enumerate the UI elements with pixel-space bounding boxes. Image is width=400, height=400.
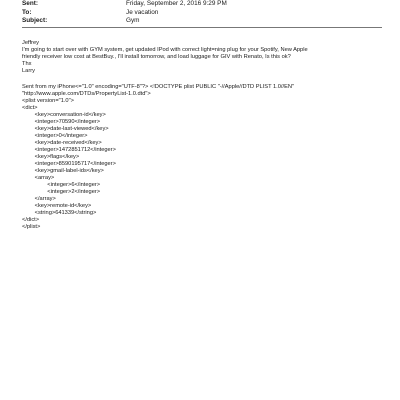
xml-line: <integer>70590</integer>	[22, 119, 101, 125]
to-row	[22, 9, 392, 18]
sent-from-line-2: "http://www.apple.com/DTDs/PropertyList-1.0.dtd">	[22, 91, 151, 97]
xml-line: <key>flags</key>	[22, 154, 80, 160]
xml-line: <key>date-last-viewed</key>	[22, 126, 109, 132]
sent-label: Sent:	[22, 0, 38, 7]
xml-line: </array>	[22, 196, 56, 202]
sent-row	[22, 0, 392, 9]
xml-line: <key>gmail-label-ids</key>	[22, 168, 104, 174]
sent-from-line-1: Sent from my iPhone<="1.0" encoding="UTF-8"?> <!DOCTYPE plist PUBLIC "-//Apple//DTD PLIST 1.0//EN"	[22, 84, 295, 90]
email-body	[22, 40, 382, 231]
to-value: Je vacation	[126, 8, 159, 16]
xml-line: <key>remote-id</key>	[22, 203, 92, 209]
plist-open: <plist version="1.0">	[22, 98, 74, 104]
xml-line: <dict>	[22, 105, 38, 111]
xml-block	[22, 105, 382, 231]
subject-label: Subject:	[22, 17, 48, 24]
body-line-2: friendly receiver low cost at BestBuy., I'll install tomorrow, and load luggage for GIV with Renato, Is this ok?	[22, 54, 291, 60]
header-divider	[22, 27, 382, 28]
xml-line: <array>	[22, 175, 55, 181]
to-label: To:	[22, 8, 32, 16]
xml-line: <integer>0</integer>	[22, 133, 88, 139]
sent-value: Friday, September 2, 2016 9:29 PM	[126, 0, 227, 7]
subject-row	[22, 17, 392, 26]
signature: Larry	[22, 68, 35, 74]
xml-line: <integer>8590195717</integer>	[22, 161, 116, 167]
xml-line: <integer>6</integer>	[22, 182, 101, 188]
xml-line: </dict>	[22, 217, 40, 223]
xml-line: </plist>	[22, 224, 41, 230]
xml-line: <key>conversation-id</key>	[22, 112, 106, 118]
greeting: Jeffrey	[22, 40, 39, 46]
xml-line: <string>641339</string>	[22, 210, 97, 216]
email-header	[22, 0, 392, 26]
subject-value: Gym	[126, 17, 140, 24]
xml-line: <integer>1472851712</integer>	[22, 147, 116, 153]
body-line-1: I'm going to start over with GYM system, get updated IPod with correct light=ning plug for your Spotify, New Apple	[22, 47, 308, 53]
xml-line: <key>date-received</key>	[22, 140, 102, 146]
xml-line: <integer>2</integer>	[22, 189, 101, 195]
thanks: Thx	[22, 61, 32, 67]
